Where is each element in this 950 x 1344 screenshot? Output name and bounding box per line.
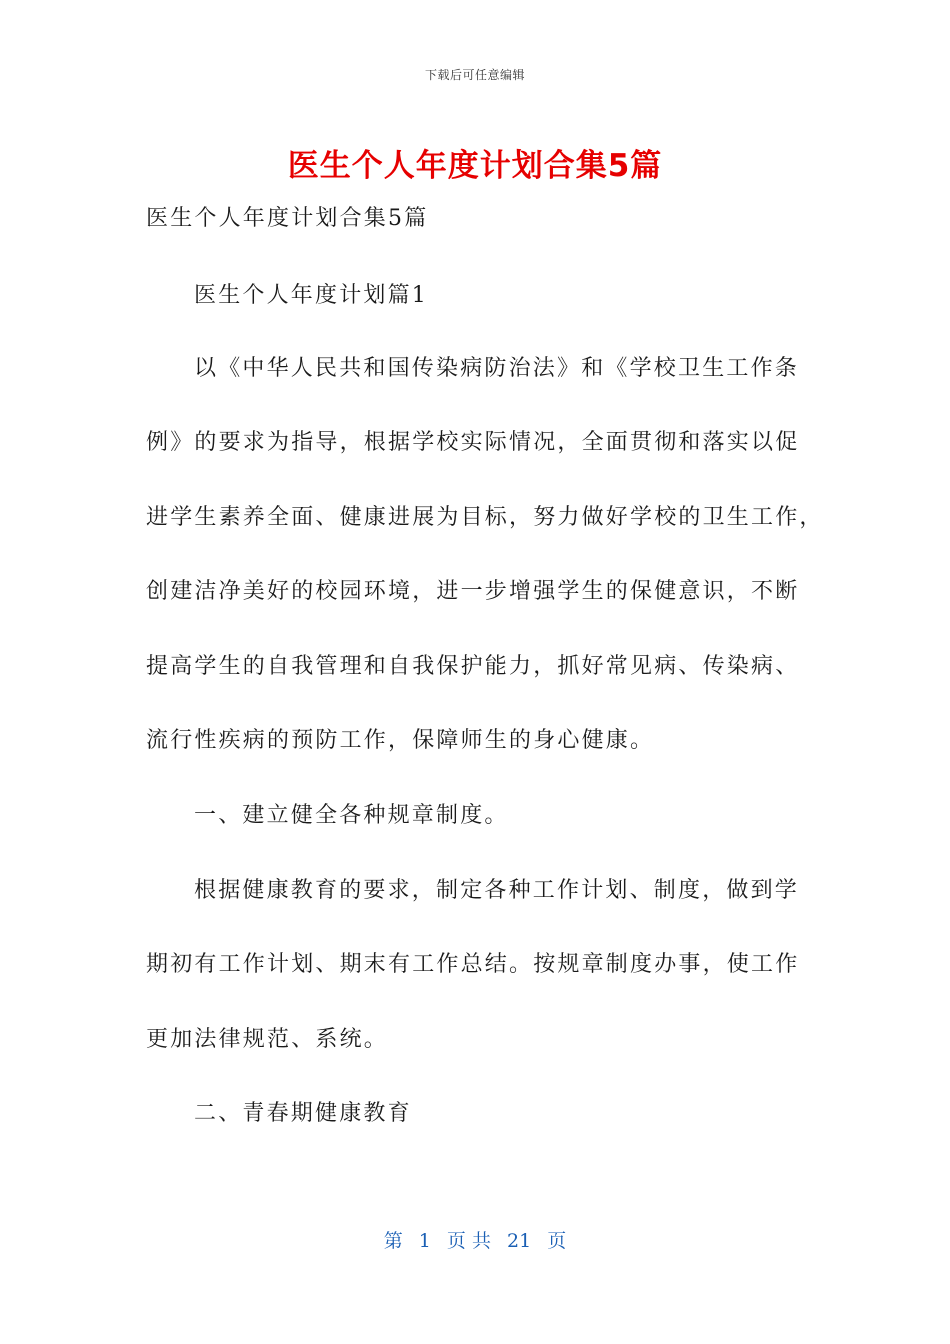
paragraph-line: 以《中华人民共和国传染病防治法》和《学校卫生工作条 — [194, 356, 800, 381]
subtitle-line: 医生个人年度计划合集5篇 — [146, 206, 429, 231]
page-footer — [0, 1226, 950, 1253]
footer-suffix: 页 — [547, 1230, 567, 1252]
paragraph-line: 根据健康教育的要求，制定各种工作计划、制度，做到学 — [194, 878, 800, 903]
paragraph-line: 例》的要求为指导，根据学校实际情况，全面贯彻和落实以促 — [146, 430, 800, 455]
section-heading: 医生个人年度计划篇1 — [194, 283, 428, 308]
paragraph-line: 流行性疾病的预防工作，保障师生的身心健康。 — [146, 728, 655, 753]
paragraph-line: 期初有工作计划、期末有工作总结。按规章制度办事，使工作 — [146, 952, 800, 977]
paragraph-line: 更加法律规范、系统。 — [146, 1027, 389, 1052]
footer-page-number: 1 — [418, 1230, 431, 1252]
footer-prefix: 第 — [383, 1230, 403, 1252]
subheading-line: 一、建立健全各种规章制度。 — [194, 803, 509, 828]
paragraph-line: 进学生素养全面、健康进展为目标，努力做好学校的卫生工作， — [146, 505, 824, 530]
paragraph-line: 创建洁净美好的校园环境，进一步增强学生的保健意识，不断 — [146, 579, 800, 604]
subheading-line: 二、青春期健康教育 — [194, 1101, 412, 1126]
footer-total-pages: 21 — [507, 1230, 532, 1252]
header-note: 下载后可任意编辑 — [424, 68, 525, 82]
document-title: 医生个人年度计划合集5篇 — [287, 148, 663, 184]
paragraph-line: 提高学生的自我管理和自我保护能力，抓好常见病、传染病、 — [146, 654, 800, 679]
footer-middle: 页 共 — [446, 1230, 491, 1252]
